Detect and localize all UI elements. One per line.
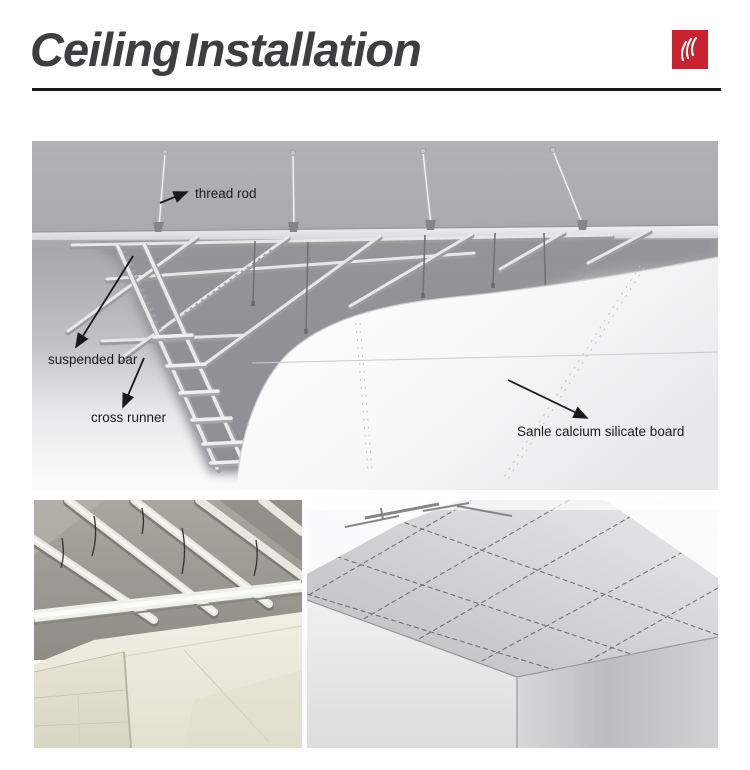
label-suspended-bar: suspended bar bbox=[48, 352, 138, 367]
ceiling-diagram bbox=[32, 141, 718, 490]
label-cross-runner: cross runner bbox=[91, 410, 167, 425]
photo-finished-ceiling bbox=[307, 500, 718, 748]
construction-photo-image bbox=[34, 500, 302, 748]
brand-logo-icon bbox=[672, 30, 708, 69]
brand-logo bbox=[672, 30, 708, 69]
page-title: Ceiling Installation bbox=[30, 23, 421, 76]
label-thread-rod: thread rod bbox=[195, 186, 257, 201]
title-divider bbox=[32, 88, 721, 91]
finished-ceiling-photo-image bbox=[307, 500, 718, 748]
label-board: Sanle calcium silicate board bbox=[517, 424, 685, 439]
photo-construction bbox=[34, 500, 302, 748]
